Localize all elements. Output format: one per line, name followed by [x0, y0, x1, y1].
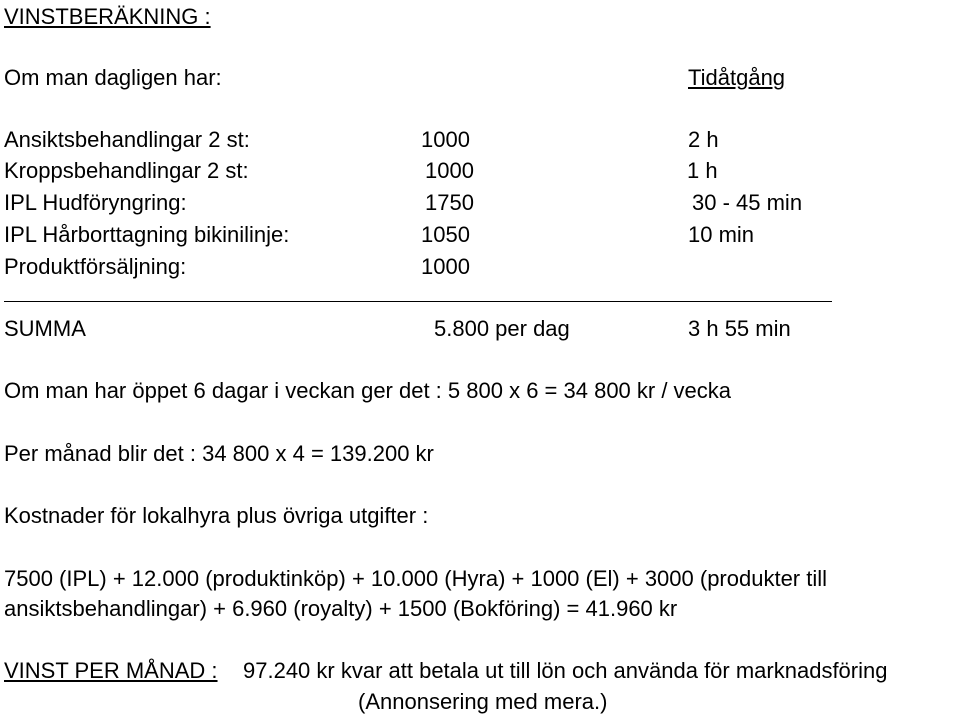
document-title: VINSTBERÄKNING : — [4, 4, 211, 29]
costs-breakdown-line-1: 7500 (IPL) + 12.000 (produktinköp) + 10.000 (Hyra) + 1000 (El) + 3000 (produkter till — [4, 566, 828, 591]
service-label: Ansiktsbehandlingar 2 st: — [4, 127, 250, 152]
weekly-calculation: Om man har öppet 6 dagar i veckan ger det : 5 800 x 6 = 34 800 kr / vecka — [4, 378, 732, 403]
service-label: IPL Hudföryngring: — [4, 190, 187, 215]
service-label: Produktförsäljning: — [4, 254, 187, 279]
sum-amount: 5.800 per dag — [434, 316, 570, 341]
service-time: 30 - 45 min — [692, 190, 803, 215]
service-amount: 1050 — [421, 222, 470, 247]
service-amount: 1000 — [421, 127, 470, 152]
profit-label: VINST PER MÅNAD : — [4, 658, 218, 683]
monthly-calculation: Per månad blir det : 34 800 x 4 = 139.200 kr — [4, 441, 434, 466]
intro-label: Om man dagligen har: — [4, 65, 222, 90]
service-amount: 1000 — [421, 254, 470, 279]
profit-value-line-2: (Annonsering med mera.) — [358, 689, 608, 714]
service-time: 2 h — [688, 127, 719, 152]
service-time: 10 min — [688, 222, 755, 247]
sum-label: SUMMA — [4, 316, 86, 341]
service-label: IPL Hårborttagning bikinilinje: — [4, 222, 290, 247]
costs-heading: Kostnader för lokalhyra plus övriga utgifter : — [4, 503, 429, 528]
service-label: Kroppsbehandlingar 2 st: — [4, 158, 249, 183]
service-time: 1 h — [687, 158, 718, 183]
sum-time: 3 h 55 min — [688, 316, 791, 341]
costs-breakdown-line-2: ansiktsbehandlingar) + 6.960 (royalty) + 1500 (Bokföring) = 41.960 kr — [4, 596, 678, 621]
time-column-header: Tidåtgång — [688, 65, 786, 90]
service-amount: 1000 — [425, 158, 474, 183]
profit-value-line-1: 97.240 kr kvar att betala ut till lön och använda för marknadsföring — [243, 658, 888, 683]
sum-divider — [4, 301, 832, 302]
service-amount: 1750 — [425, 190, 474, 215]
